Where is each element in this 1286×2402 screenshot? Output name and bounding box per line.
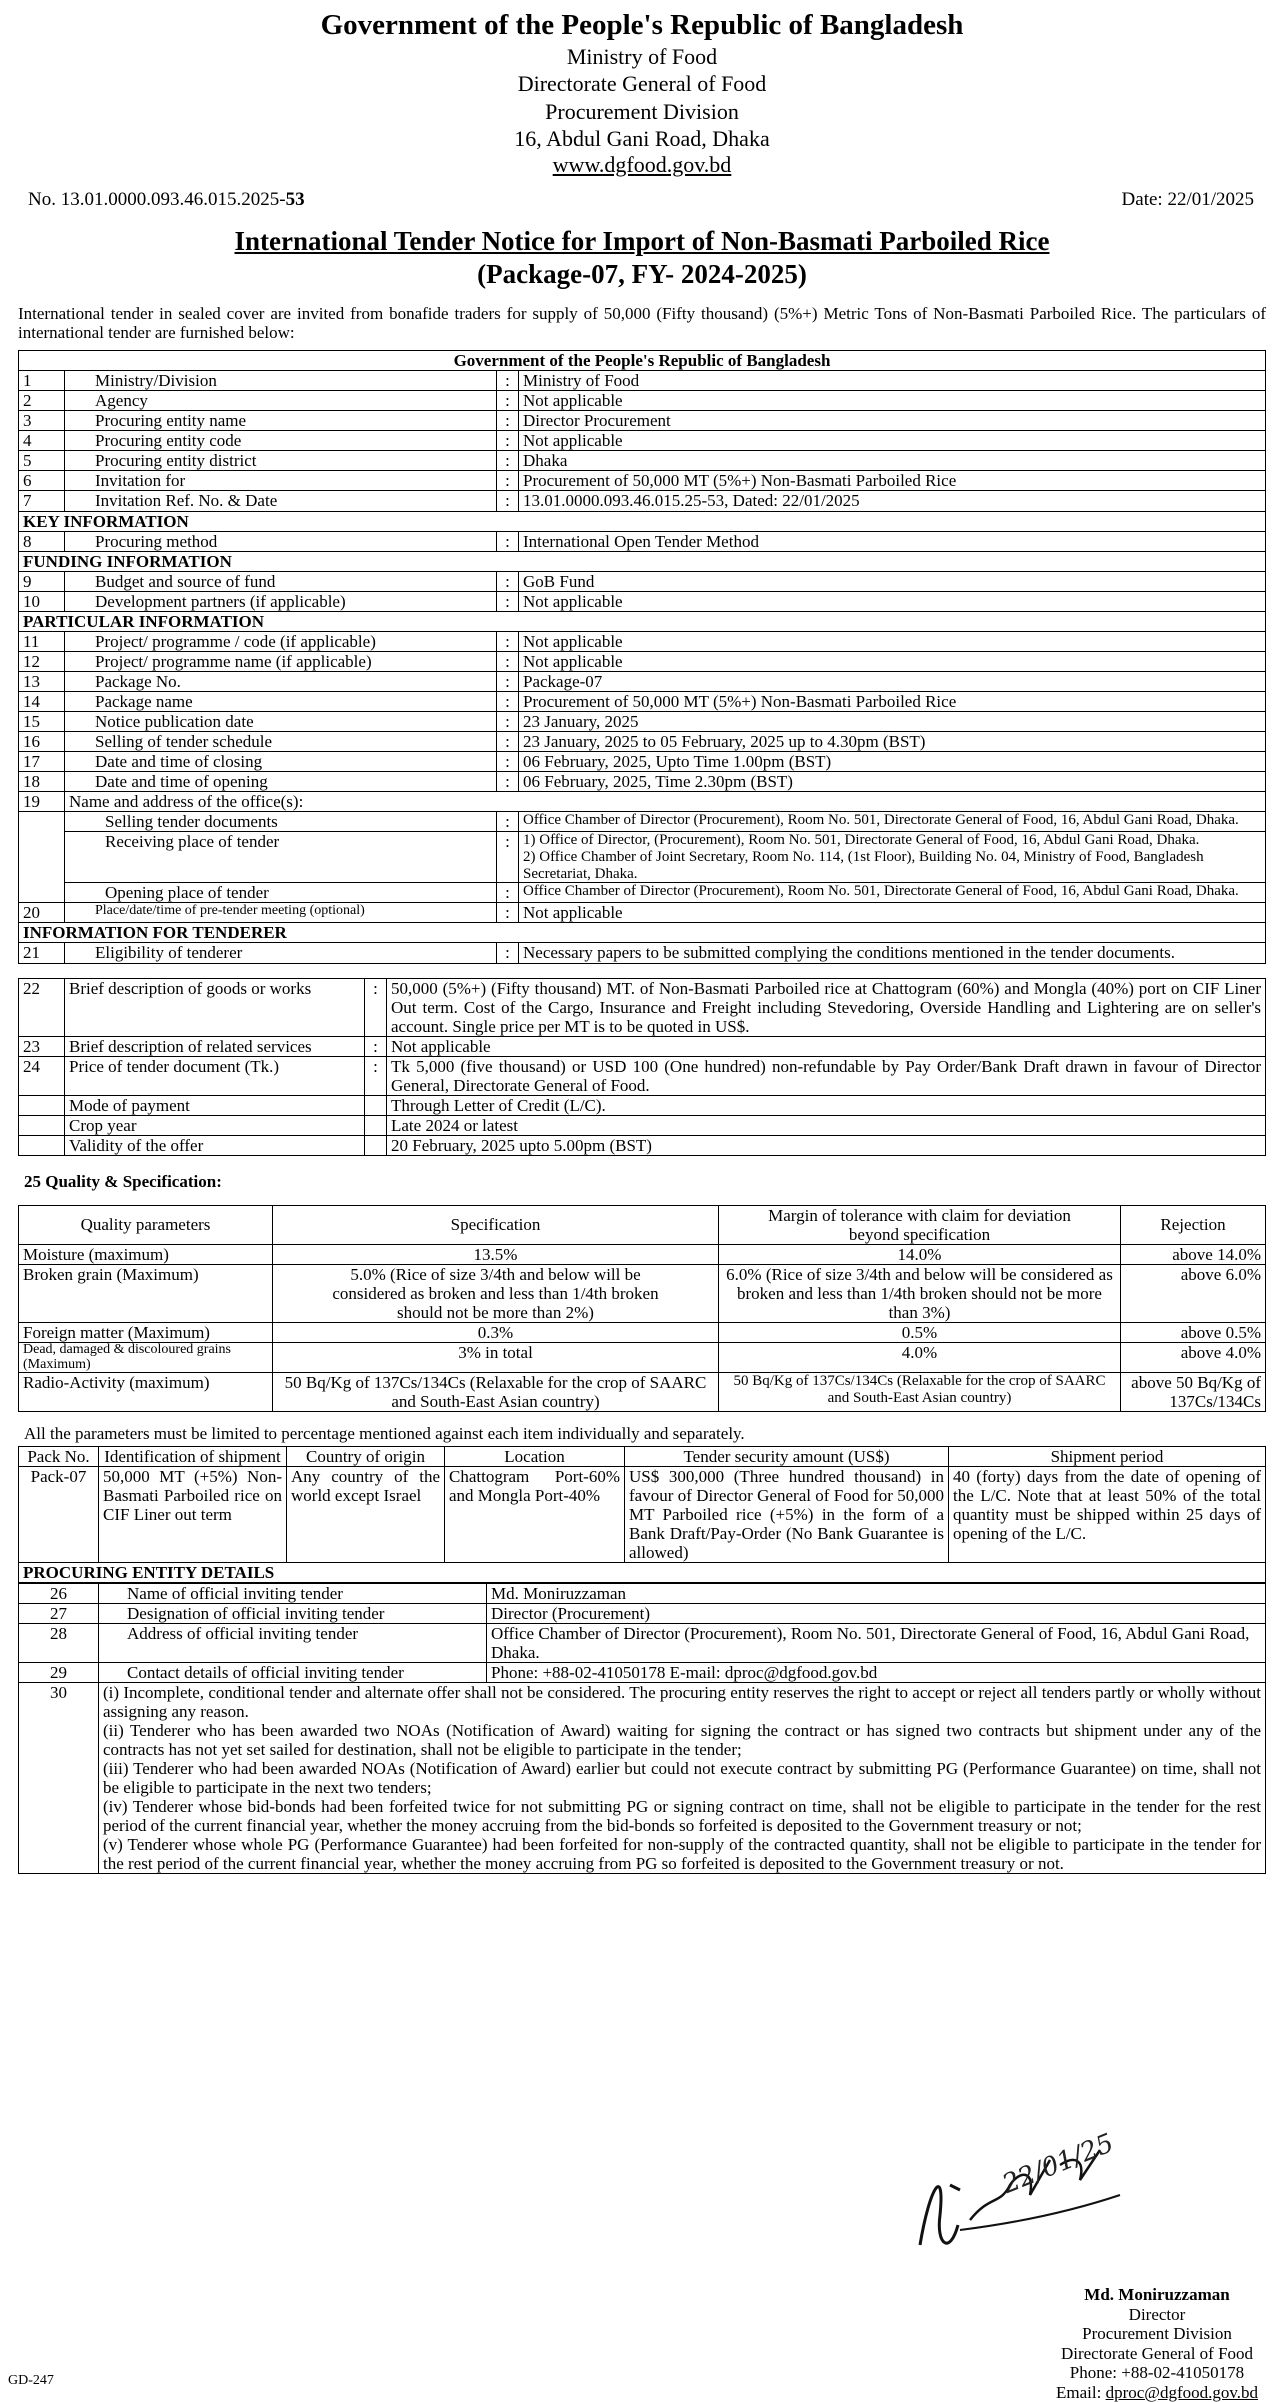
address: 16, Abdul Gani Road, Dhaka — [514, 126, 770, 152]
section-procuring-entity: PROCURING ENTITY DETAILS — [19, 1562, 1266, 1582]
tender-particulars-table — [18, 350, 1266, 963]
condition-item: (ii) Tenderer who has been awarded two NOAs (Notification of Award) waiting for signing the contract or has signed two contracts but shipment under any of the contracts has not yet set sailed for destination, shall not be eligible to participate in the tender; — [103, 1720, 1261, 1759]
signatory-name: Md. Moniruzzaman — [1084, 2285, 1230, 2304]
column-header: Shipment period — [949, 1446, 1266, 1466]
table-row: 26 Name of official inviting tender Md. Moniruzzaman — [19, 1583, 1266, 1603]
column-header: Country of origin — [287, 1446, 445, 1466]
parameters-note: All the parameters must be limited to percentage mentioned against each item individually and separately. — [24, 1424, 745, 1444]
table-row: Radio-Activity (maximum) 50 Bq/Kg of 137Cs/134Cs (Relaxable for the crop of SAARC and South-East Asian country) 50 Bq/Kg of 137Cs/134Cs (Relaxable for the crop of SAARC and South-East Asian country) above 50 Bq/Kg of 137Cs/134Cs — [19, 1373, 1266, 1412]
table-row: 3 Procuring entity name : Director Procurement — [19, 411, 1266, 431]
table-row: 8 Procuring method : International Open Tender Method — [19, 531, 1266, 551]
section-information-for-tenderer: INFORMATION FOR TENDERER — [19, 923, 1266, 943]
table-row: 9 Budget and source of fund : GoB Fund — [19, 571, 1266, 591]
table-row: 13 Package No. : Package-07 — [19, 671, 1266, 691]
signature-block: Md. Moniruzzaman Director Procurement Division Directorate General of Food Phone: +88-02-41050178 Email: dproc@dgfood.gov.bd — [1056, 2285, 1258, 2402]
reference-number: No. 13.01.0000.093.46.015.2025-53 — [28, 189, 305, 211]
notice-date: Date: 22/01/2025 — [1121, 189, 1254, 211]
eligibility-conditions — [99, 1682, 1266, 1873]
division: Procurement Division — [545, 98, 739, 124]
table-row: 16 Selling of tender schedule : 23 January, 2025 to 05 February, 2025 up to 4.30pm (BST) — [19, 731, 1266, 751]
table-row: Selling tender documents : Office Chamber of Director (Procurement), Room No. 501, Directorate General of Food, 16, Abdul Gani Road, Dhaka. — [19, 811, 1266, 831]
table-row: 10 Development partners (if applicable) : Not applicable — [19, 591, 1266, 611]
procuring-entity-table — [18, 1583, 1266, 1874]
table-row: 7 Invitation Ref. No. & Date : 13.01.0000.093.46.015.25-53, Dated: 22/01/2025 — [19, 491, 1266, 511]
signature-handwritten-date: 22/01/25 — [998, 2128, 1118, 2200]
table-row: 5 Procuring entity district : Dhaka — [19, 451, 1266, 471]
column-header: Identification of shipment — [99, 1446, 287, 1466]
table-row: 12 Project/ programme name (if applicable) : Not applicable — [19, 651, 1266, 671]
column-header: Margin of tolerance with claim for deviation beyond specification — [719, 1205, 1121, 1244]
column-header: Rejection — [1121, 1205, 1266, 1244]
table-row: 19 Name and address of the office(s): — [19, 791, 1266, 811]
table-row: 11 Project/ programme / code (if applicable) : Not applicable — [19, 631, 1266, 651]
reference-line — [28, 189, 1266, 210]
column-header: Pack No. — [19, 1446, 99, 1466]
table-row: 18 Date and time of opening : 06 February, 2025, Time 2.30pm (BST) — [19, 771, 1266, 791]
condition-item: (iii) Tenderer who had been awarded NOAs (Notification of Award) earlier but could not execute contract by submitting PG (Performance Guarantee) on time, shall not be eligible to participate in the next two tenders; — [103, 1759, 1261, 1798]
column-header: Tender security amount (US$) — [625, 1446, 949, 1466]
section-funding-information: FUNDING INFORMATION — [19, 551, 1266, 571]
notice-title: International Tender Notice for Import of Non-Basmati Parboiled Rice (Package-07, FY- 2024-2025) — [234, 225, 1050, 290]
table-row: 2 Agency : Not applicable — [19, 391, 1266, 411]
table-row: 1 Ministry/Division : Ministry of Food — [19, 371, 1266, 391]
directorate: Directorate General of Food — [517, 71, 767, 97]
table-row: Broken grain (Maximum) 5.0% (Rice of size 3/4th and below will be considered as broken and less than 1/4th broken should not be more than 2%) 6.0% (Rice of size 3/4th and below will be considered as broken and less than 1/4th broken should not be more than 3%) above 6.0% — [19, 1264, 1266, 1322]
footer-code: GD-247 — [8, 2373, 54, 2388]
table-row: 29 Contact details of official inviting tender Phone: +88-02-41050178 E-mail: dproc@dgfood.gov.bd — [19, 1662, 1266, 1682]
letterhead — [18, 8, 1266, 177]
table-row: Pack-07 50,000 MT (+5%) Non-Basmati Parboiled rice on CIF Liner out term Any country of the world except Israel Chattogram Port-60% and Mongla Port-40% US$ 300,000 (Three hundred thousand) in favour of Director General of Food for 50,000 MT Parboiled rice (+5%) in the form of a Bank Draft/Pay-Order (No Bank Guarantee is allowed) 40 (forty) days from the date of opening of the L/C. Note that at least 50% of the total quantity must be shipped within 25 days of opening of the L/C. — [19, 1466, 1266, 1562]
table-row: 17 Date and time of closing : 06 February, 2025, Upto Time 1.00pm (BST) — [19, 751, 1266, 771]
column-header: Location — [445, 1446, 625, 1466]
column-header: Specification — [273, 1205, 719, 1244]
table-row: Foreign matter (Maximum) 0.3% 0.5% above 0.5% — [19, 1323, 1266, 1343]
quality-title: 25 Quality & Specification: — [24, 1171, 222, 1191]
table-row: 4 Procuring entity code : Not applicable — [19, 431, 1266, 451]
signatory-phone: Phone: +88-02-41050178 — [1069, 2363, 1245, 2383]
table-row: 27 Designation of official inviting tender Director (Procurement) — [19, 1603, 1266, 1623]
intro-paragraph: International tender in sealed cover are invited from bonafide traders for supply of 50,000 (Fifty thousand) (5%+) Metric Tons of Non-Basmati Parboiled Rice. The particulars of international tender are furnished below: — [18, 304, 1266, 343]
table-heading: Government of the People's Republic of Bangladesh — [19, 351, 1266, 371]
condition-item: (i) Incomplete, conditional tender and alternate offer shall not be considered. The procuring entity reserves the right to accept or reject all tenders partly or wholly without assigning any reason. — [103, 1682, 1261, 1721]
table-row: 20 Place/date/time of pre-tender meeting (optional) : Not applicable — [19, 903, 1266, 923]
section-particular-information: PARTICULAR INFORMATION — [19, 611, 1266, 631]
table-row: Opening place of tender : Office Chamber of Director (Procurement), Room No. 501, Directorate General of Food, 16, Abdul Gani Road, Dhaka. — [19, 883, 1266, 903]
table-row: 30 (i) Incomplete, conditional tender and alternate offer shall not be considered. The procuring entity reserves the right to accept or reject all tenders partly or wholly without assigning any reason. (ii) Tenderer who has been awarded two NOAs (Notification of Award) waiting for signing the contract or has signed two contracts but shipment under any of the contracts has not yet set sailed for destination, shall not be eligible to participate in the tender; (iii) Tenderer who had been awarded NOAs (Notification of Award) earlier but could not execute contract by submitting PG (Performance Guarantee) on time, shall not be eligible to participate in the next two tenders; (iv) Tenderer whose bid-bonds had been forfeited twice for not submitting PG or signing contract on time, shall not be eligible to participate in the tender for the rest period of the current financial year, whether the money accruing from the bid-bonds so forfeited is deposited to the Government treasury or not; (v) Tenderer whose whole PG (Performance Guarantee) had been forfeited for non-supply of the contracted quantity, shall not be eligible to participate in the tender for the rest period of the current financial year, whether the money accruing from PG so forfeited is deposited to the Government treasury or not. — [19, 1682, 1266, 1873]
condition-item: (iv) Tenderer whose bid-bonds had been forfeited twice for not submitting PG or signing contract on time, shall not be eligible to participate in the tender for the rest period of the current financial year, whether the money accruing from the bid-bonds so forfeited is deposited to the Government treasury or not; — [103, 1797, 1261, 1836]
goods-description-table — [18, 978, 1266, 1156]
quality-specification-table — [18, 1205, 1266, 1413]
table-row: 28 Address of official inviting tender Office Chamber of Director (Procurement), Room No. 501, Directorate General of Food, 16, Abdul Gani Road, Dhaka. — [19, 1623, 1266, 1662]
section-key-information: KEY INFORMATION — [19, 511, 1266, 531]
tender-notice-page — [18, 8, 1266, 1874]
table-row: 15 Notice publication date : 23 January, 2025 — [19, 711, 1266, 731]
signatory-email: Email: dproc@dgfood.gov.bd — [1056, 2382, 1258, 2402]
table-row: Crop year Late 2024 or latest — [19, 1115, 1266, 1135]
table-row: 23 Brief description of related services : Not applicable — [19, 1036, 1266, 1056]
ministry: Ministry of Food — [566, 43, 718, 69]
table-row: 6 Invitation for : Procurement of 50,000 MT (5%+) Non-Basmati Parboiled Rice — [19, 471, 1266, 491]
table-row: 22 Brief description of goods or works : 50,000 (5%+) (Fifty thousand) MT. of Non-Basmati Parboiled rice at Chattogram (60%) and Mongla (40%) port on CIF Liner Out term. Cost of the Cargo, Insurance and Freight including Stevedoring, Overside Handling and Lightering are on seller's account. Single price per MT is to be quoted in US$. — [19, 978, 1266, 1036]
column-header: Quality parameters — [19, 1205, 273, 1244]
table-row: 14 Package name : Procurement of 50,000 MT (5%+) Non-Basmati Parboiled Rice — [19, 691, 1266, 711]
table-row: Validity of the offer 20 February, 2025 upto 5.00pm (BST) — [19, 1135, 1266, 1155]
table-row: Dead, damaged & discoloured grains (Maximum) 3% in total 4.0% above 4.0% — [19, 1343, 1266, 1373]
table-row: Mode of payment Through Letter of Credit (L/C). — [19, 1095, 1266, 1115]
website-link[interactable]: www.dgfood.gov.bd — [552, 151, 732, 177]
table-row: 24 Price of tender document (Tk.) : Tk 5,000 (five thousand) or USD 100 (One hundred) non-refundable by Pay Order/Bank Draft drawn in favour of Director General, Directorate General of Food. — [19, 1056, 1266, 1095]
package-table — [18, 1446, 1266, 1583]
condition-item: (v) Tenderer whose whole PG (Performance Guarantee) had been forfeited for non-supply of the contracted quantity, shall not be eligible to participate in the tender for the rest period of the current financial year, whether the money accruing from PG so forfeited is deposited to the Government treasury or not. — [103, 1835, 1261, 1874]
government-title: Government of the People's Republic of Bangladesh — [320, 9, 964, 41]
table-row: Moisture (maximum) 13.5% 14.0% above 14.0% — [19, 1244, 1266, 1264]
signatory-designation: Director — [1128, 2304, 1186, 2324]
table-row: Receiving place of tender : 1) Office of Director, (Procurement), Room No. 501, Directorate General of Food, 16, Abdul Gani Road, Dhaka. 2) Office Chamber of Joint Secretary, Room No. 114, (1st Floor), Building No. 04, Ministry of Food, Bangladesh Secretariat, Dhaka. — [19, 832, 1266, 883]
table-row: 21 Eligibility of tenderer : Necessary papers to be submitted complying the conditions mentioned in the tender documents. — [19, 943, 1266, 963]
